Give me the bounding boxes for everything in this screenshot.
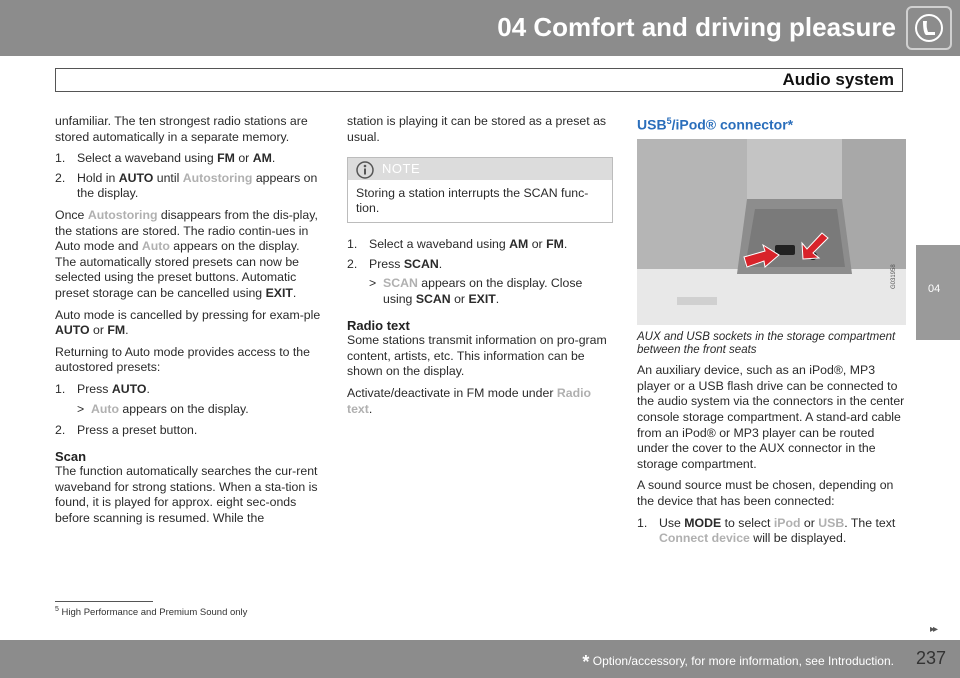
display-text: Auto xyxy=(141,239,170,254)
figure-caption: AUX and USB sockets in the storage compartment between the front seats xyxy=(637,331,896,357)
note-text: Storing a station interrupts the SCAN func-tion. xyxy=(356,186,589,216)
list-item xyxy=(55,382,323,398)
text: Once xyxy=(55,207,88,222)
text: . xyxy=(146,381,150,396)
display-text: Autostoring xyxy=(87,207,158,222)
header-bar xyxy=(0,0,960,56)
result-text xyxy=(91,402,249,418)
text: appears on the display. xyxy=(119,401,249,416)
button-ref: SCAN xyxy=(403,256,439,271)
list-text xyxy=(77,151,323,167)
text: Hold in xyxy=(77,170,119,185)
list-number: 2. xyxy=(55,423,66,438)
text: . xyxy=(495,291,500,306)
chapter-tab-label: 04 xyxy=(928,283,941,295)
paragraph: Some stations transmit information on pro-gram content, artists, etc. This information can be shown on the display. xyxy=(347,333,607,379)
text: to select xyxy=(721,515,774,530)
text: Press xyxy=(77,381,112,396)
text: will be displayed. xyxy=(749,531,847,546)
steps-list xyxy=(55,151,323,202)
footnote-number: 5 xyxy=(55,606,59,613)
text: appears on the display. xyxy=(77,170,318,201)
text: . xyxy=(125,323,129,338)
paragraph: A sound source must be chosen, depending on the device that has been connected: xyxy=(637,478,894,508)
footnote-text: High Performance and Premium Sound only xyxy=(61,607,248,619)
button-ref: AUTO xyxy=(55,323,90,338)
text: Use xyxy=(659,515,685,530)
text: Activate/deactivate in FM mode under xyxy=(347,385,557,400)
list-text xyxy=(659,516,907,547)
column-3 xyxy=(637,114,907,553)
paragraph: Returning to Auto mode provides access to the autostored presets: xyxy=(55,344,310,375)
text: appears on the display. The automatically stored presets can now be selected using the preset buttons. Automatic preset storage can be cancelled using xyxy=(55,239,300,300)
column-2 xyxy=(347,114,613,423)
usb-heading xyxy=(637,114,907,133)
storage-compartment-photo xyxy=(637,139,906,325)
display-text: Autostoring xyxy=(182,170,253,185)
footnote-ref: 5 xyxy=(666,116,672,126)
paragraph: The function automatically searches the cur-rent waveband for strong stations. When a sta-tion is found, it is played for approx. eight sec-onds before scanning is resumed. While the xyxy=(55,464,318,526)
info-icon xyxy=(356,161,374,184)
text: . xyxy=(292,285,297,300)
text: or xyxy=(450,291,469,306)
list-item xyxy=(347,257,613,273)
list-item xyxy=(637,516,907,547)
text: or xyxy=(528,237,547,252)
asterisk: * xyxy=(582,652,590,672)
text: Press xyxy=(369,256,404,271)
list-text xyxy=(369,257,613,273)
list-number: 2. xyxy=(55,170,66,185)
display-text: USB xyxy=(818,515,845,530)
column-1 xyxy=(55,114,323,533)
chapter-tab xyxy=(916,245,960,340)
note-box xyxy=(347,157,613,223)
image-code: G031958 xyxy=(891,264,897,290)
list-number: 1. xyxy=(55,151,66,166)
list-text xyxy=(369,237,613,253)
next-page-arrows: ▸▸ xyxy=(929,624,936,635)
footnote xyxy=(55,606,247,618)
footer-bar xyxy=(0,640,960,678)
result-arrow: > xyxy=(77,401,85,416)
text: Auto mode is cancelled by pressing for exam-ple xyxy=(55,307,321,322)
display-text: SCAN xyxy=(383,276,418,291)
radio-text-heading: Radio text xyxy=(347,317,410,333)
text: . xyxy=(271,151,276,166)
steps-list xyxy=(347,237,613,307)
list-number: 1. xyxy=(637,515,648,530)
button-ref: AM xyxy=(509,237,529,252)
list-item xyxy=(347,237,613,253)
page-number: 237 xyxy=(915,648,946,668)
text: Select a waveband using xyxy=(369,237,510,252)
text: Select a waveband using xyxy=(77,151,218,166)
button-ref: FM xyxy=(107,323,126,338)
scan-heading: Scan xyxy=(55,448,87,464)
paragraph xyxy=(55,308,323,339)
button-ref: FM xyxy=(217,151,235,166)
note-label: NOTE xyxy=(382,161,421,177)
text: . The text xyxy=(844,515,896,530)
footer-note xyxy=(582,652,894,673)
note-header xyxy=(348,158,612,180)
list-number: 1. xyxy=(347,237,358,252)
list-number: 2. xyxy=(347,256,358,271)
display-text: iPod xyxy=(773,515,801,530)
footer-text: Option/accessory, for more information, see Introduction. xyxy=(589,654,894,668)
result-arrow: > xyxy=(369,276,377,291)
result-line xyxy=(55,402,323,418)
button-ref: MODE xyxy=(684,515,722,530)
steps-list xyxy=(55,382,323,439)
text: disappears from the dis-play, the stations are stored. The radio contin-ues in Auto mode and xyxy=(55,207,318,254)
text: . xyxy=(438,256,443,271)
text: /iPod® connector* xyxy=(671,116,794,133)
seat-icon xyxy=(906,6,952,50)
result-line xyxy=(347,276,613,307)
text: or xyxy=(800,515,819,530)
button-ref: AUTO xyxy=(111,381,147,396)
button-ref: SCAN xyxy=(415,291,451,306)
button-ref: AM xyxy=(252,151,272,166)
button-ref: FM xyxy=(546,237,564,252)
button-ref: EXIT xyxy=(468,291,496,306)
list-item xyxy=(55,171,323,202)
text: or xyxy=(234,151,253,166)
result-text xyxy=(383,276,613,307)
list-text: Press a preset button. xyxy=(77,423,198,438)
text: until xyxy=(153,170,183,185)
paragraph xyxy=(347,386,613,417)
steps-list xyxy=(637,516,907,547)
footnote-rule xyxy=(55,601,153,602)
paragraph: station is playing it can be stored as a preset as usual. xyxy=(347,114,607,144)
section-title: Audio system xyxy=(782,70,894,89)
list-text xyxy=(77,382,323,398)
text: USB xyxy=(637,116,667,133)
button-ref: AUTO xyxy=(118,170,154,185)
list-number: 1. xyxy=(55,381,66,396)
list-item xyxy=(55,423,323,439)
chapter-title: 04 Comfort and driving pleasure xyxy=(497,12,896,42)
list-text xyxy=(77,171,323,202)
display-text: Auto xyxy=(91,401,119,416)
paragraph: unfamiliar. The ten strongest radio stations are stored automatically in a separate memory. xyxy=(55,114,308,144)
text: . xyxy=(368,401,373,416)
display-text: Radio text xyxy=(347,385,592,416)
display-text: Connect device xyxy=(659,531,750,546)
paragraph: An auxiliary device, such as an iPod®, MP3 player or a USB flash drive can be connected to the audio system via the connectors in the center console storage compartment. A stand-ard cable from an iPod® or MP3 player can be routed under the cover to the AUX connector in the storage compartment. xyxy=(637,363,905,471)
button-ref: EXIT xyxy=(265,285,293,300)
list-item xyxy=(55,151,323,167)
section-bar xyxy=(55,68,903,92)
text: or xyxy=(89,323,108,338)
paragraph xyxy=(55,208,323,302)
text: appears on the display. Close using xyxy=(383,276,583,306)
text: . xyxy=(563,237,568,252)
